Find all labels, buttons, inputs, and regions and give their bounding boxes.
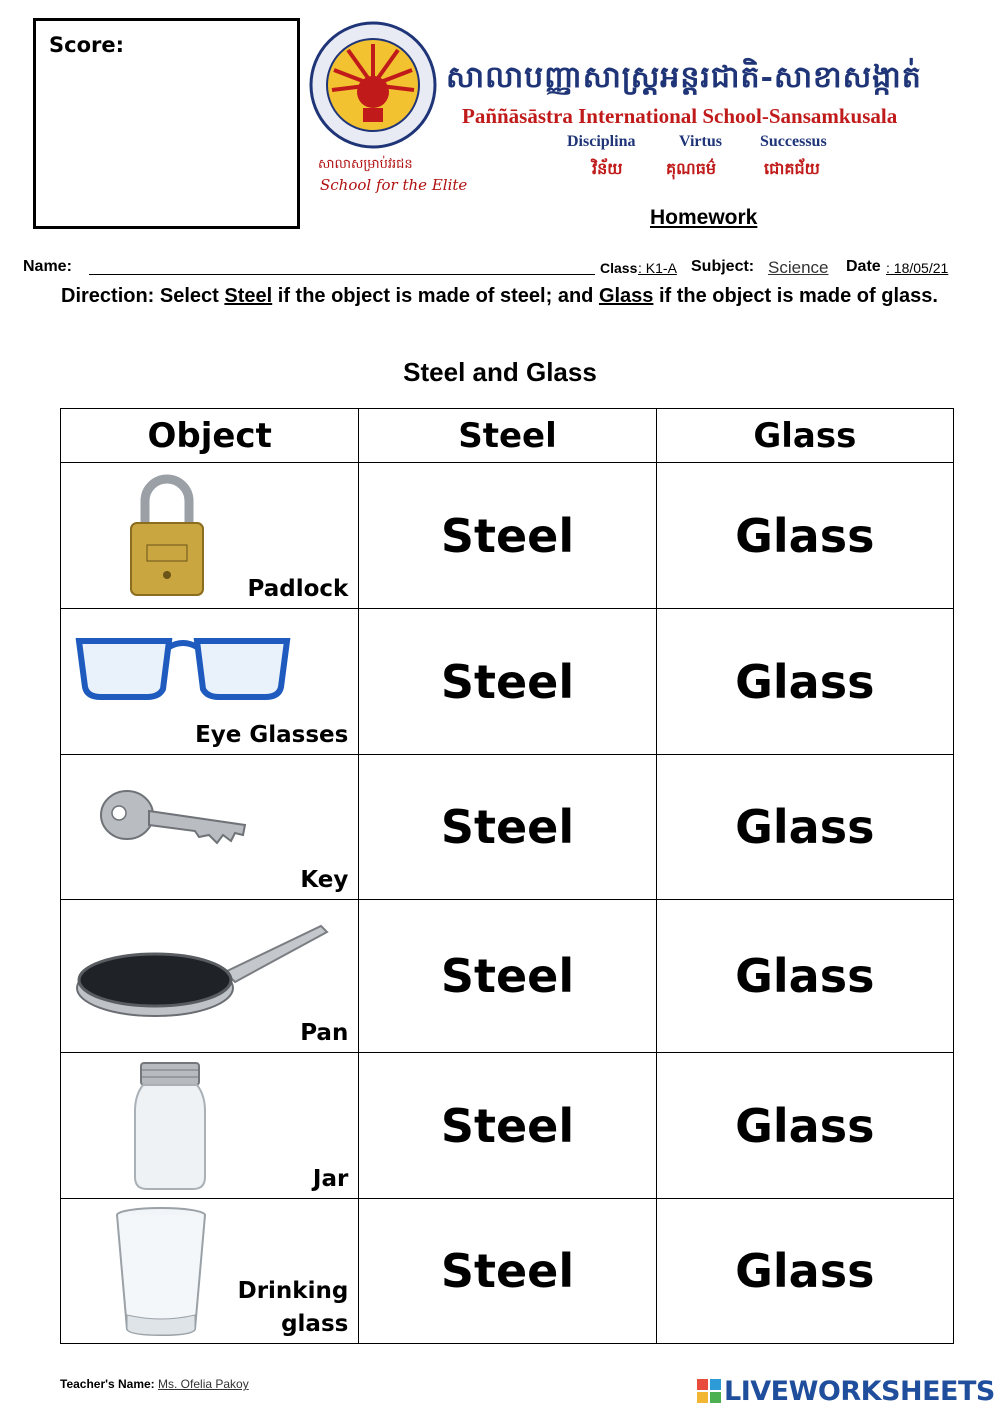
direction-text (61, 281, 941, 311)
date-value: : 18/05/21 (886, 260, 949, 276)
school-name-khmer: សាលាបញ្ញាសាស្ត្រអន្តរជាតិ-សាខាសង្កាត់ (446, 60, 922, 95)
student-info-line (23, 258, 978, 280)
option-glass[interactable]: Glass (656, 755, 953, 899)
pan-icon (75, 918, 329, 1022)
table-row (61, 462, 953, 608)
subject-value: Science (768, 258, 829, 277)
object-cell (61, 609, 358, 754)
object-cell (61, 900, 358, 1052)
object-cell (61, 1199, 358, 1343)
motto-khmer-2: គុណធម៌ (666, 159, 716, 178)
object-cell (61, 463, 358, 608)
direction-prefix: Direction: Select (61, 285, 225, 307)
option-glass[interactable]: Glass (656, 1199, 953, 1343)
option-steel[interactable]: Steel (358, 463, 655, 608)
object-label-line1: Drinking (237, 1278, 349, 1304)
school-logo-icon (308, 20, 438, 150)
doc-type-heading: Homework (650, 206, 758, 229)
table-row (61, 1198, 953, 1343)
padlock-icon (127, 471, 207, 599)
header-glass: Glass (656, 409, 953, 462)
class-value: : K1-A (638, 260, 677, 276)
worksheet-table (60, 408, 954, 1344)
object-label: Padlock (247, 576, 349, 602)
option-steel[interactable]: Steel (358, 900, 655, 1052)
object-cell (61, 755, 358, 899)
subject-label: Subject: (691, 258, 755, 275)
logo-subtitle-khmer: សាលាសម្រាប់វរជន (318, 157, 413, 172)
class-label: Class (600, 260, 638, 276)
teacher-label: Teacher's Name: (60, 1377, 159, 1391)
score-label: Score: (49, 33, 124, 57)
date-label: Date (846, 258, 881, 275)
option-glass[interactable]: Glass (656, 900, 953, 1052)
option-steel[interactable]: Steel (358, 1199, 655, 1343)
header-steel: Steel (358, 409, 655, 462)
object-label: Jar (312, 1166, 349, 1192)
direction-suffix: if the object is made of glass. (653, 285, 938, 307)
object-cell (61, 1053, 358, 1198)
motto-successus: Successus (760, 133, 827, 150)
motto-disciplina: Disciplina (567, 133, 636, 150)
jar-icon (133, 1061, 207, 1191)
motto-khmer-3: ជោគជ័យ (764, 159, 820, 178)
liveworksheets-logo-icon (696, 1378, 722, 1404)
option-glass[interactable]: Glass (656, 463, 953, 608)
option-steel[interactable]: Steel (358, 1053, 655, 1198)
direction-middle: if the object is made of steel; and (272, 285, 599, 307)
motto-virtus: Virtus (679, 133, 722, 150)
object-label: Pan (300, 1020, 349, 1046)
name-label: Name: (23, 258, 72, 275)
logo-subtitle-english: School for the Elite (320, 176, 468, 194)
teacher-name (60, 1377, 249, 1391)
option-steel[interactable]: Steel (358, 755, 655, 899)
table-row (61, 608, 953, 754)
table-header-row (61, 409, 953, 462)
option-glass[interactable]: Glass (656, 609, 953, 754)
direction-steel: Steel (224, 285, 273, 307)
score-box (33, 18, 300, 229)
option-steel[interactable]: Steel (358, 609, 655, 754)
motto-khmer-1: វិន័យ (592, 159, 623, 178)
teacher-value: Ms. Ofelia Pakoy (158, 1377, 249, 1391)
table-row (61, 754, 953, 899)
table-title: Steel and Glass (403, 357, 597, 387)
direction-glass: Glass (598, 285, 654, 307)
table-row (61, 899, 953, 1052)
liveworksheets-brand[interactable] (696, 1374, 995, 1408)
header-object: Object (147, 415, 272, 456)
option-glass[interactable]: Glass (656, 1053, 953, 1198)
name-input-line[interactable] (89, 274, 595, 275)
object-label-line2: glass (281, 1311, 349, 1337)
school-name-english: Paññāsāstra International School-Sansamkusala (462, 104, 898, 128)
object-label (238, 1275, 349, 1341)
drinking-glass-icon (113, 1205, 209, 1339)
object-label: Eye Glasses (195, 722, 349, 748)
eyeglasses-icon (73, 631, 293, 703)
table-row (61, 1052, 953, 1198)
key-icon (99, 785, 251, 857)
brand-text: LIVEWORKSHEETS (724, 1375, 995, 1407)
object-label: Key (300, 867, 349, 893)
